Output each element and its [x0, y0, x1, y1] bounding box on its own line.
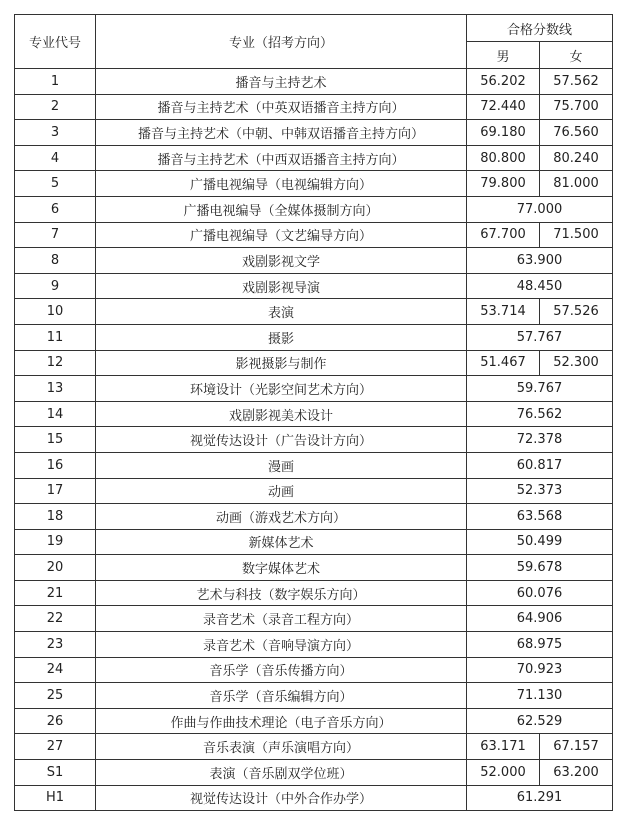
cell-code: 3: [15, 120, 96, 146]
cell-code: H1: [15, 785, 96, 811]
cell-male: 51.467: [467, 350, 540, 376]
cell-code: 7: [15, 222, 96, 248]
cell-code: 24: [15, 657, 96, 683]
cell-major: 表演（音乐剧双学位班）: [96, 760, 467, 786]
table-row: [15, 555, 613, 581]
cell-major: 播音与主持艺术: [96, 69, 467, 95]
cell-score: 50.499: [467, 529, 613, 555]
cell-major: 摄影: [96, 324, 467, 350]
table-row: [15, 708, 613, 734]
cell-score: 59.767: [467, 376, 613, 402]
table-row: [15, 376, 613, 402]
header-male: 男: [467, 42, 540, 69]
table-row: [15, 734, 613, 760]
cell-code: 14: [15, 401, 96, 427]
cell-major: 音乐表演（声乐演唱方向）: [96, 734, 467, 760]
cell-code: 9: [15, 273, 96, 299]
cell-male: 53.714: [467, 299, 540, 325]
cell-score: 71.130: [467, 683, 613, 709]
cell-female: 80.240: [540, 145, 613, 171]
cell-score: 52.373: [467, 478, 613, 504]
header-score: 合格分数线: [467, 15, 613, 42]
cell-major: 表演: [96, 299, 467, 325]
cell-major: 漫画: [96, 452, 467, 478]
cell-score: 76.562: [467, 401, 613, 427]
cell-code: 11: [15, 324, 96, 350]
cell-code: 12: [15, 350, 96, 376]
cell-major: 广播电视编导（全媒体摄制方向）: [96, 196, 467, 222]
cell-code: 22: [15, 606, 96, 632]
cell-score: 60.817: [467, 452, 613, 478]
cell-major: 视觉传达设计（广告设计方向）: [96, 427, 467, 453]
table-row: [15, 580, 613, 606]
cell-major: 动画（游戏艺术方向）: [96, 504, 467, 530]
cell-code: 21: [15, 580, 96, 606]
cell-major: 戏剧影视文学: [96, 248, 467, 274]
header-female: 女: [540, 42, 613, 69]
table-row: [15, 120, 613, 146]
cell-code: 2: [15, 94, 96, 120]
cell-score: 48.450: [467, 273, 613, 299]
cell-code: 8: [15, 248, 96, 274]
table-row: [15, 171, 613, 197]
cell-major: 艺术与科技（数字娱乐方向）: [96, 580, 467, 606]
cell-major: 视觉传达设计（中外合作办学）: [96, 785, 467, 811]
cell-major: 动画: [96, 478, 467, 504]
cell-score: 61.291: [467, 785, 613, 811]
cell-code: 18: [15, 504, 96, 530]
cell-code: 4: [15, 145, 96, 171]
cell-male: 69.180: [467, 120, 540, 146]
header-code: 专业代号: [15, 15, 96, 69]
cell-code: 26: [15, 708, 96, 734]
cell-female: 52.300: [540, 350, 613, 376]
cell-code: 19: [15, 529, 96, 555]
cell-score: 72.378: [467, 427, 613, 453]
table-row: [15, 760, 613, 786]
score-table: [14, 14, 613, 811]
cell-code: 25: [15, 683, 96, 709]
cell-score: 57.767: [467, 324, 613, 350]
table-row: [15, 94, 613, 120]
cell-major: 播音与主持艺术（中西双语播音主持方向）: [96, 145, 467, 171]
cell-score: 68.975: [467, 632, 613, 658]
cell-major: 新媒体艺术: [96, 529, 467, 555]
cell-code: S1: [15, 760, 96, 786]
cell-major: 广播电视编导（电视编辑方向）: [96, 171, 467, 197]
cell-score: 63.568: [467, 504, 613, 530]
table-row: [15, 222, 613, 248]
cell-major: 影视摄影与制作: [96, 350, 467, 376]
cell-major: 录音艺术（录音工程方向）: [96, 606, 467, 632]
table-row: [15, 196, 613, 222]
cell-female: 81.000: [540, 171, 613, 197]
cell-female: 57.526: [540, 299, 613, 325]
cell-code: 13: [15, 376, 96, 402]
cell-code: 15: [15, 427, 96, 453]
cell-male: 79.800: [467, 171, 540, 197]
table-row: [15, 350, 613, 376]
cell-female: 76.560: [540, 120, 613, 146]
cell-major: 广播电视编导（文艺编导方向）: [96, 222, 467, 248]
cell-code: 6: [15, 196, 96, 222]
table-row: [15, 401, 613, 427]
cell-female: 63.200: [540, 760, 613, 786]
table-row: [15, 785, 613, 811]
cell-score: 64.906: [467, 606, 613, 632]
table-row: [15, 606, 613, 632]
cell-major: 戏剧影视导演: [96, 273, 467, 299]
cell-score: 62.529: [467, 708, 613, 734]
table-row: [15, 657, 613, 683]
cell-major: 作曲与作曲技术理论（电子音乐方向）: [96, 708, 467, 734]
cell-male: 63.171: [467, 734, 540, 760]
table-row: [15, 248, 613, 274]
cell-male: 52.000: [467, 760, 540, 786]
table-row: [15, 529, 613, 555]
cell-male: 56.202: [467, 69, 540, 95]
cell-major: 戏剧影视美术设计: [96, 401, 467, 427]
cell-score: 63.900: [467, 248, 613, 274]
cell-major: 播音与主持艺术（中朝、中韩双语播音主持方向）: [96, 120, 467, 146]
cell-code: 10: [15, 299, 96, 325]
cell-score: 59.678: [467, 555, 613, 581]
cell-code: 27: [15, 734, 96, 760]
table-row: [15, 504, 613, 530]
cell-score: 70.923: [467, 657, 613, 683]
table-row: [15, 427, 613, 453]
cell-score: 77.000: [467, 196, 613, 222]
cell-code: 23: [15, 632, 96, 658]
cell-female: 71.500: [540, 222, 613, 248]
cell-female: 57.562: [540, 69, 613, 95]
table-row: [15, 452, 613, 478]
table-row: [15, 69, 613, 95]
table-row: [15, 299, 613, 325]
cell-major: 环境设计（光影空间艺术方向）: [96, 376, 467, 402]
table-row: [15, 273, 613, 299]
cell-male: 80.800: [467, 145, 540, 171]
cell-male: 67.700: [467, 222, 540, 248]
cell-male: 72.440: [467, 94, 540, 120]
table-row: [15, 683, 613, 709]
cell-female: 75.700: [540, 94, 613, 120]
table-row: [15, 632, 613, 658]
cell-code: 20: [15, 555, 96, 581]
table-row: [15, 478, 613, 504]
header-major: 专业（招考方向）: [96, 15, 467, 69]
cell-major: 播音与主持艺术（中英双语播音主持方向）: [96, 94, 467, 120]
cell-code: 5: [15, 171, 96, 197]
cell-code: 17: [15, 478, 96, 504]
cell-code: 16: [15, 452, 96, 478]
cell-major: 数字媒体艺术: [96, 555, 467, 581]
cell-major: 音乐学（音乐编辑方向）: [96, 683, 467, 709]
table-row: [15, 324, 613, 350]
cell-major: 录音艺术（音响导演方向）: [96, 632, 467, 658]
cell-code: 1: [15, 69, 96, 95]
cell-female: 67.157: [540, 734, 613, 760]
table-row: [15, 145, 613, 171]
cell-score: 60.076: [467, 580, 613, 606]
cell-major: 音乐学（音乐传播方向）: [96, 657, 467, 683]
